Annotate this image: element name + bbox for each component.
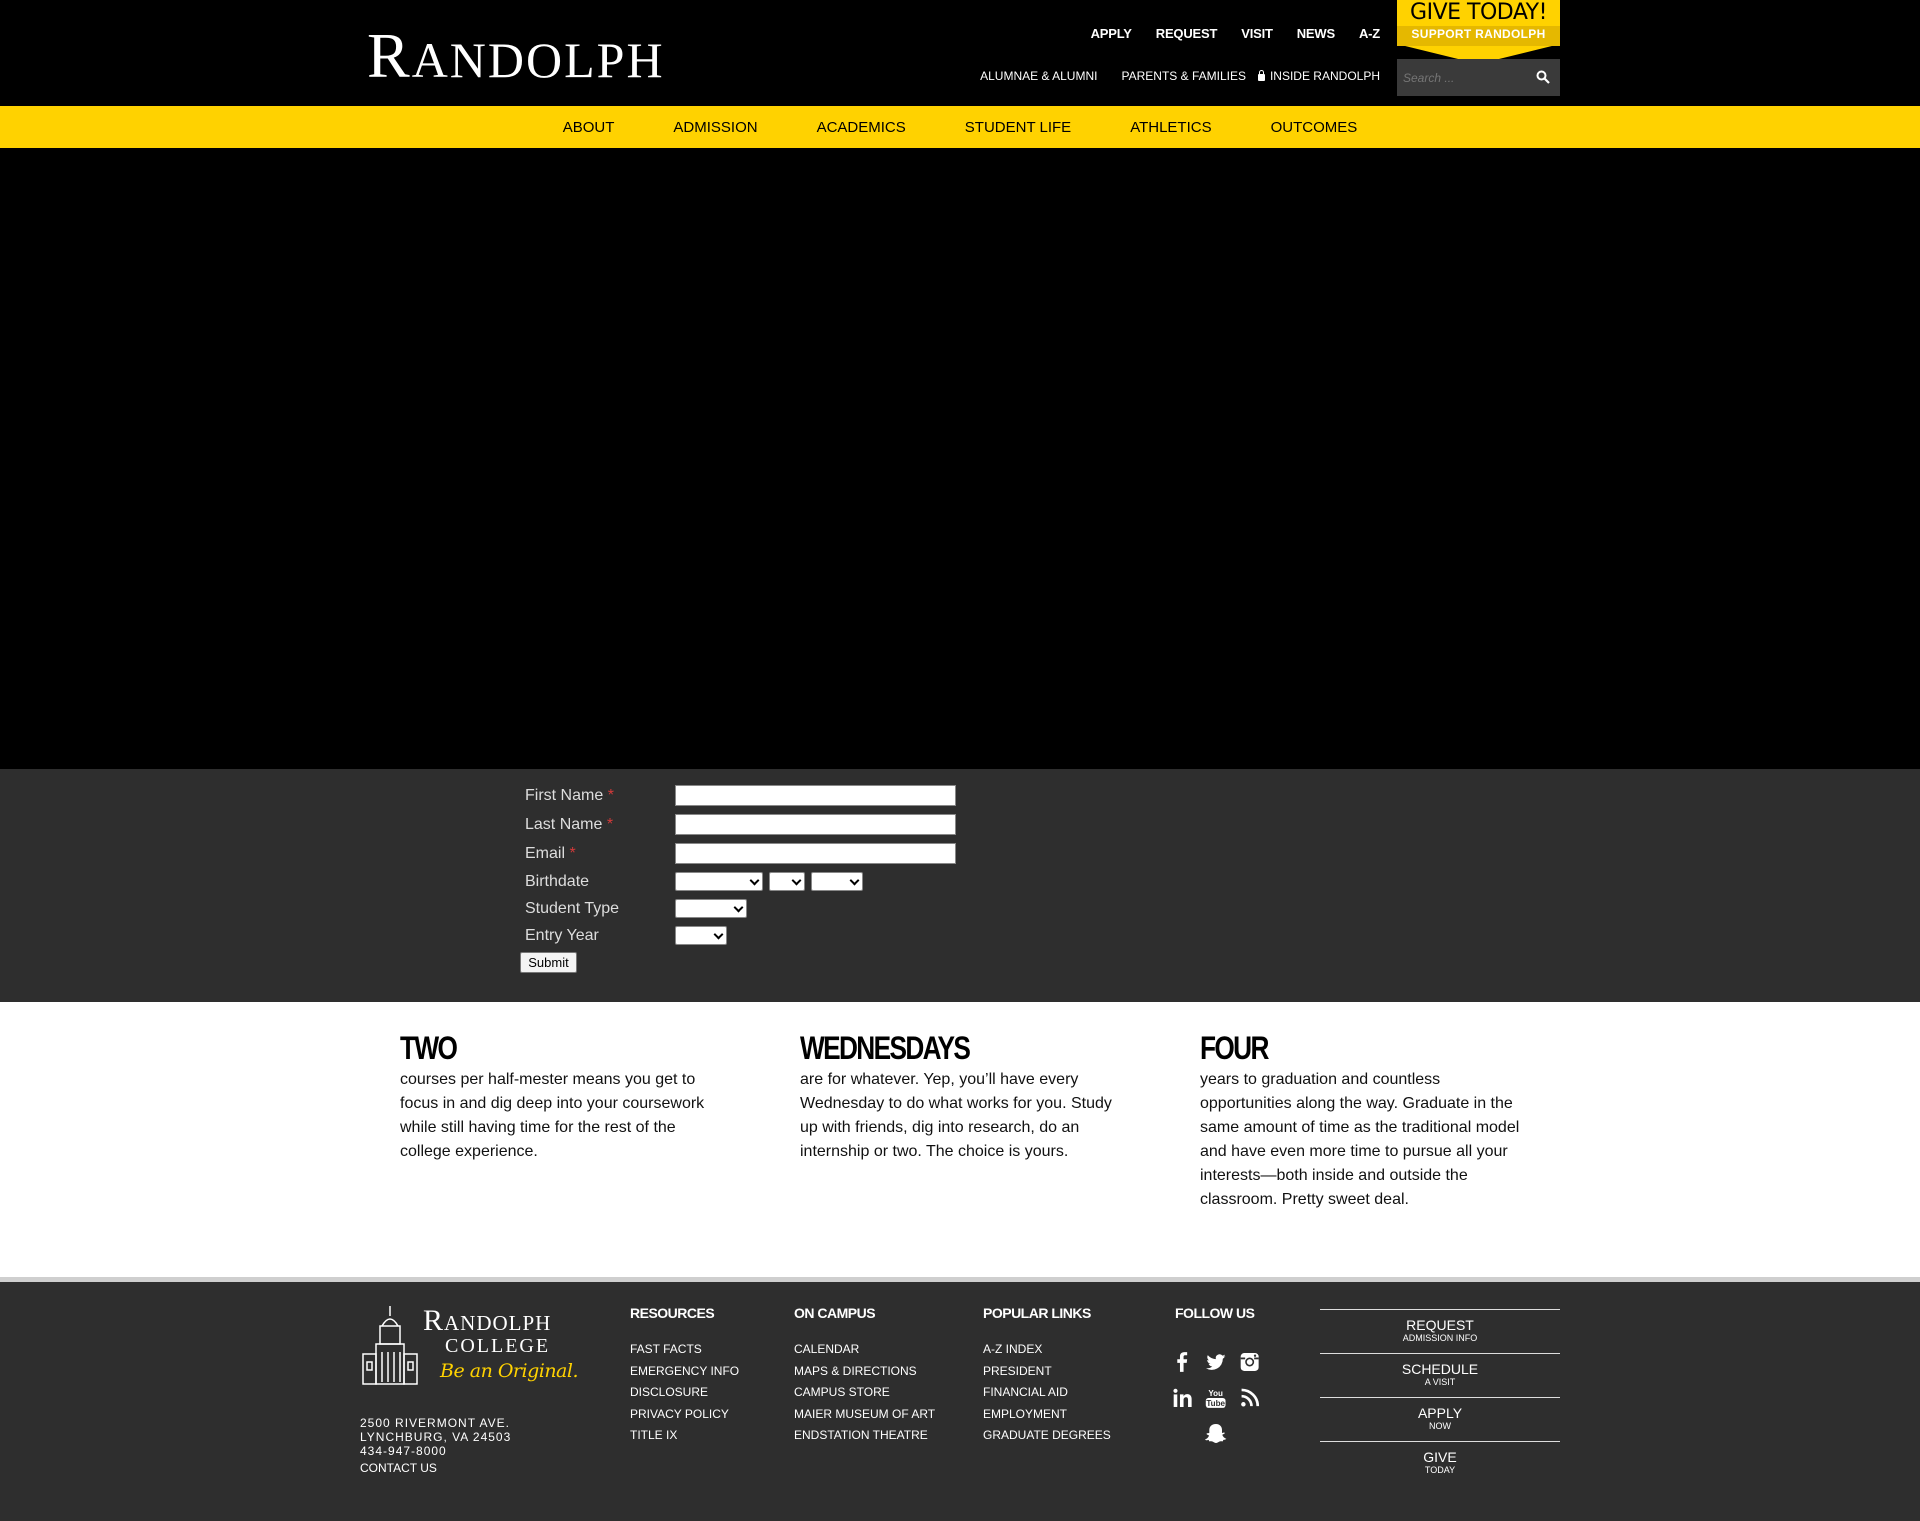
feature-wednesdays bbox=[800, 1030, 1120, 1164]
top-link-az[interactable]: A-Z bbox=[1358, 26, 1380, 41]
cta-sub: TODAY bbox=[1424, 1465, 1456, 1475]
footer-logo-college: COLLEGE bbox=[445, 1335, 551, 1357]
svg-text:You: You bbox=[1208, 1389, 1224, 1399]
footer-address bbox=[360, 1416, 511, 1475]
cta-main: GIVE bbox=[1423, 1449, 1457, 1465]
youtube-icon[interactable] bbox=[1204, 1385, 1227, 1411]
logo-rest: ANDOLPH bbox=[411, 32, 665, 88]
request-info-form bbox=[0, 769, 1920, 1002]
contact-us-link[interactable]: CONTACT US bbox=[360, 1461, 437, 1475]
cta-apply-now[interactable] bbox=[1320, 1397, 1560, 1441]
footer-col-title: FOLLOW US bbox=[1175, 1305, 1255, 1321]
feature-text: courses per half-mester means you get to focus in and dig deep into your coursework while still having time for the rest of the college experience. bbox=[400, 1071, 705, 1160]
footer-link[interactable]: EMPLOYMENT bbox=[983, 1406, 1068, 1421]
college-building-icon bbox=[360, 1304, 420, 1389]
snapchat-icon[interactable] bbox=[1203, 1421, 1229, 1447]
logo-initial: R bbox=[367, 20, 412, 91]
footer-link[interactable]: CALENDAR bbox=[794, 1342, 860, 1356]
twitter-icon[interactable] bbox=[1204, 1349, 1227, 1375]
give-title: GIVE TODAY! bbox=[1410, 0, 1547, 25]
nav-about[interactable]: ABOUT bbox=[562, 118, 615, 136]
search-icon[interactable] bbox=[1536, 70, 1550, 84]
site-footer bbox=[0, 1277, 1920, 1521]
footer-link[interactable]: A-Z INDEX bbox=[983, 1342, 1043, 1356]
svg-text:Tube: Tube bbox=[1206, 1399, 1226, 1409]
entry-year-row bbox=[525, 926, 733, 945]
first-name-input[interactable] bbox=[675, 785, 956, 806]
site-logo[interactable] bbox=[367, 20, 665, 92]
audience-nav bbox=[980, 69, 1380, 83]
link-inside-label: INSIDE RANDOLPH bbox=[1269, 69, 1380, 83]
entry-year-label: Entry Year bbox=[525, 926, 599, 944]
footer-link[interactable]: CAMPUS STORE bbox=[794, 1385, 890, 1399]
student-type-select[interactable] bbox=[675, 899, 747, 918]
nav-admission[interactable]: ADMISSION bbox=[673, 118, 758, 136]
main-nav bbox=[0, 106, 1920, 148]
address-city: LYNCHBURG, VA 24503 bbox=[360, 1430, 512, 1444]
student-type-label: Student Type bbox=[525, 899, 619, 917]
cta-give-today[interactable] bbox=[1320, 1441, 1560, 1485]
footer-popular-links bbox=[983, 1305, 1111, 1447]
nav-outcomes[interactable]: OUTCOMES bbox=[1270, 118, 1358, 136]
link-inside-randolph[interactable] bbox=[1258, 69, 1380, 83]
last-name-row bbox=[525, 814, 956, 835]
link-alumni[interactable]: ALUMNAE & ALUMNI bbox=[980, 69, 1098, 83]
cta-main: REQUEST bbox=[1406, 1317, 1474, 1333]
footer-col-title: RESOURCES bbox=[630, 1305, 715, 1321]
top-link-apply[interactable]: APPLY bbox=[1090, 26, 1132, 41]
footer-resources bbox=[630, 1305, 739, 1447]
first-name-label: First Name * bbox=[525, 786, 614, 804]
feature-two bbox=[400, 1030, 730, 1164]
cta-sub: ADMISSION INFO bbox=[1402, 1333, 1478, 1343]
email-row bbox=[525, 843, 956, 864]
search-box bbox=[1397, 59, 1560, 96]
address-phone: 434-947-8000 bbox=[360, 1444, 447, 1458]
rss-icon[interactable] bbox=[1238, 1385, 1261, 1411]
feature-four bbox=[1200, 1030, 1530, 1212]
footer-link[interactable]: DISCLOSURE bbox=[630, 1385, 709, 1399]
footer-link[interactable]: FAST FACTS bbox=[630, 1342, 702, 1356]
footer-link[interactable]: GRADUATE DEGREES bbox=[983, 1428, 1111, 1442]
last-name-label: Last Name * bbox=[525, 815, 614, 833]
top-link-news[interactable]: NEWS bbox=[1296, 26, 1335, 41]
birthdate-label: Birthdate bbox=[525, 872, 590, 890]
footer-link[interactable]: PRESIDENT bbox=[983, 1363, 1052, 1378]
feature-title: WEDNESDAYS bbox=[800, 1030, 970, 1066]
search-input[interactable] bbox=[1397, 59, 1527, 96]
footer-link[interactable]: MAPS & DIRECTIONS bbox=[794, 1363, 917, 1378]
first-name-row bbox=[525, 785, 956, 806]
footer-link[interactable]: ENDSTATION THEATRE bbox=[794, 1428, 928, 1442]
footer-link[interactable]: PRIVACY POLICY bbox=[630, 1406, 729, 1421]
feature-text: are for whatever. Yep, you’ll have every Wednesday to do what works for you. Study up with friends, dig into research, do an internship or two. The choice is yours. bbox=[800, 1071, 1112, 1160]
instagram-icon[interactable] bbox=[1238, 1349, 1261, 1375]
hero-video-area bbox=[0, 148, 1920, 769]
linkedin-icon[interactable] bbox=[1171, 1385, 1194, 1411]
cta-main: APPLY bbox=[1417, 1405, 1463, 1421]
student-type-row bbox=[525, 899, 753, 918]
footer-logo-tagline: Be an Original. bbox=[440, 1360, 579, 1382]
birthdate-row bbox=[525, 872, 869, 891]
email-label: Email * bbox=[525, 844, 576, 862]
cta-request-info[interactable] bbox=[1320, 1309, 1560, 1353]
feature-text: years to graduation and countless opportunities along the way. Graduate in the same amount of time as the traditional model and have even more time to pursue all your interests—both inside and outside the classroom. Pretty sweet deal. bbox=[1200, 1071, 1520, 1208]
give-subtitle: SUPPORT RANDOLPH bbox=[1411, 27, 1546, 41]
footer-logo[interactable] bbox=[360, 1304, 580, 1389]
site-header bbox=[0, 0, 1920, 106]
nav-athletics[interactable]: ATHLETICS bbox=[1130, 118, 1212, 136]
entry-year-select[interactable] bbox=[675, 926, 727, 945]
feature-title: TWO bbox=[400, 1030, 457, 1066]
feature-title: FOUR bbox=[1200, 1030, 1268, 1066]
footer-link[interactable]: FINANCIAL AID bbox=[983, 1385, 1068, 1399]
features-section bbox=[0, 1002, 1920, 1277]
email-input[interactable] bbox=[675, 843, 956, 864]
address-street: 2500 RIVERMONT AVE. bbox=[360, 1416, 510, 1430]
submit-button[interactable]: Submit bbox=[520, 952, 577, 973]
cta-sub: NOW bbox=[1429, 1421, 1451, 1431]
top-link-visit[interactable]: VISIT bbox=[1241, 26, 1273, 41]
birth-day-select[interactable] bbox=[769, 872, 805, 891]
utility-nav bbox=[1091, 26, 1380, 41]
cta-main: SCHEDULE bbox=[1401, 1361, 1479, 1377]
footer-link[interactable]: MAIER MUSEUM OF ART bbox=[794, 1406, 936, 1421]
footer-on-campus bbox=[794, 1305, 935, 1447]
link-parents[interactable]: PARENTS & FAMILIES bbox=[1121, 69, 1246, 83]
lock-icon bbox=[1258, 74, 1265, 81]
give-today-banner[interactable] bbox=[1397, 0, 1560, 64]
last-name-input[interactable] bbox=[675, 814, 956, 835]
footer-link[interactable]: TITLE IX bbox=[630, 1428, 678, 1442]
nav-academics[interactable]: ACADEMICS bbox=[816, 118, 906, 136]
footer-follow-us bbox=[1175, 1305, 1255, 1339]
cta-schedule-visit[interactable] bbox=[1320, 1353, 1560, 1397]
cta-sub: A VISIT bbox=[1424, 1377, 1456, 1387]
footer-link[interactable]: EMERGENCY INFO bbox=[630, 1363, 740, 1378]
birth-year-select[interactable] bbox=[811, 872, 863, 891]
footer-col-title: POPULAR LINKS bbox=[983, 1305, 1091, 1321]
footer-col-title: ON CAMPUS bbox=[794, 1305, 876, 1321]
facebook-icon[interactable] bbox=[1171, 1349, 1194, 1375]
nav-student-life[interactable]: STUDENT LIFE bbox=[964, 118, 1072, 136]
top-link-request[interactable]: REQUEST bbox=[1155, 26, 1218, 41]
footer-cta-list bbox=[1320, 1309, 1560, 1485]
birth-month-select[interactable] bbox=[675, 872, 763, 891]
footer-logo-name: Randolph bbox=[423, 1304, 552, 1337]
social-icons bbox=[1171, 1349, 1261, 1457]
